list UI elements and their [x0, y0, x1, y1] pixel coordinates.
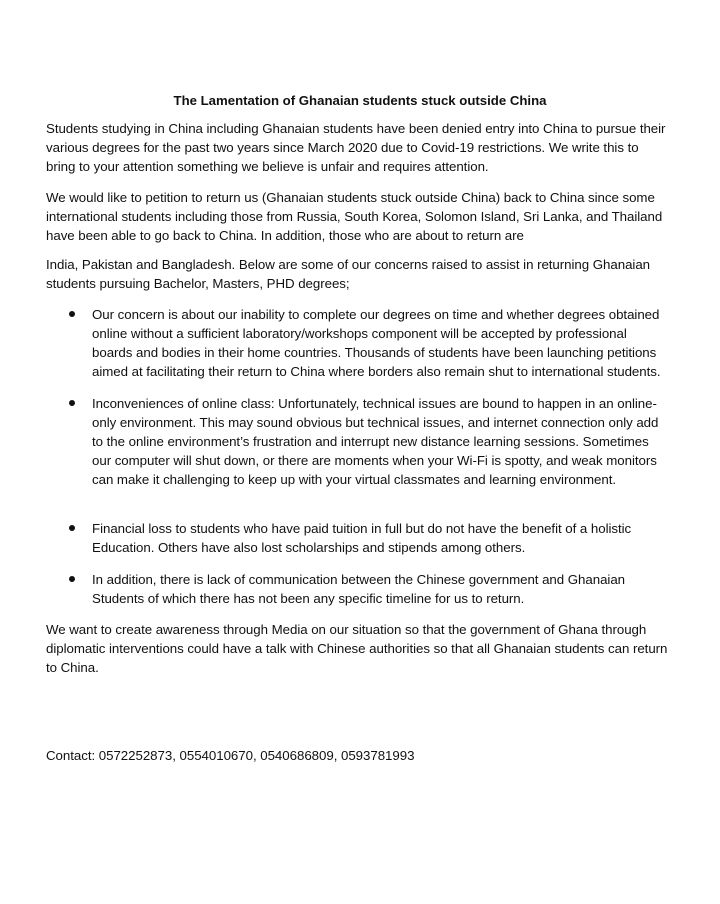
list-item-text: Inconveniences of online class: Unfortunately, technical issues are bound to happen in an online-only environment. This may sound obvious but technical issues, and internet connection only add to the online environment’s frustration and interrupt new distance learning sessions. Sometimes our computer will shut down, or there are moments when your Wi-Fi is spotty, and weak monitors can make it challenging to keep up with your virtual classmates and learning environment. — [92, 396, 659, 487]
contact-line: Contact: 0572252873, 0554010670, 0540686809, 0593781993 — [46, 748, 415, 763]
bullet-icon — [69, 311, 75, 317]
list-item — [46, 570, 668, 608]
list-item — [46, 305, 668, 381]
document-title: The Lamentation of Ghanaian students stuck outside China — [173, 93, 547, 108]
list-item — [46, 394, 668, 489]
bullet-icon — [69, 525, 75, 531]
petition-paragraph: We would like to petition to return us (Ghanaian students stuck outside China) back to China since some international students including those from Russia, South Korea, Solomon Island, Sri Lanka, and Thailand have been able to go back to China. In addition, those who are about to return are — [46, 190, 663, 243]
concerns-intro-paragraph: India, Pakistan and Bangladesh. Below are some of our concerns raised to assist in returning Ghanaian students pursuing Bachelor, Masters, PHD degrees; — [46, 257, 651, 291]
list-item-text: In addition, there is lack of communication between the Chinese government and Ghanaian Students of which there has not been any specific timeline for us to return. — [92, 572, 626, 606]
bullet-icon — [69, 576, 75, 582]
list-item-text: Financial loss to students who have paid tuition in full but do not have the benefit of a holistic Education. Others have also lost scholarships and stipends among others. — [92, 521, 632, 555]
concerns-list — [46, 305, 668, 608]
list-item — [46, 519, 668, 557]
list-item-text: Our concern is about our inability to complete our degrees on time and whether degrees obtained online without a sufficient laboratory/workshops component will be accepted by professional boards and bodies in their home countries. Thousands of students have been launching petitions aimed at facilitating their return to China where borders also remain shut to international students. — [92, 307, 661, 379]
closing-paragraph: We want to create awareness through Media on our situation so that the government of Ghana through diplomatic interventions could have a talk with Chinese authorities so that all Ghanaian students can return to China. — [46, 622, 668, 675]
bullet-icon — [69, 400, 75, 406]
intro-paragraph: Students studying in China including Ghanaian students have been denied entry into China to pursue their various degrees for the past two years since March 2020 due to Covid-19 restrictions. We write this to bring to your attention something we believe is unfair and requires attention. — [46, 121, 666, 174]
